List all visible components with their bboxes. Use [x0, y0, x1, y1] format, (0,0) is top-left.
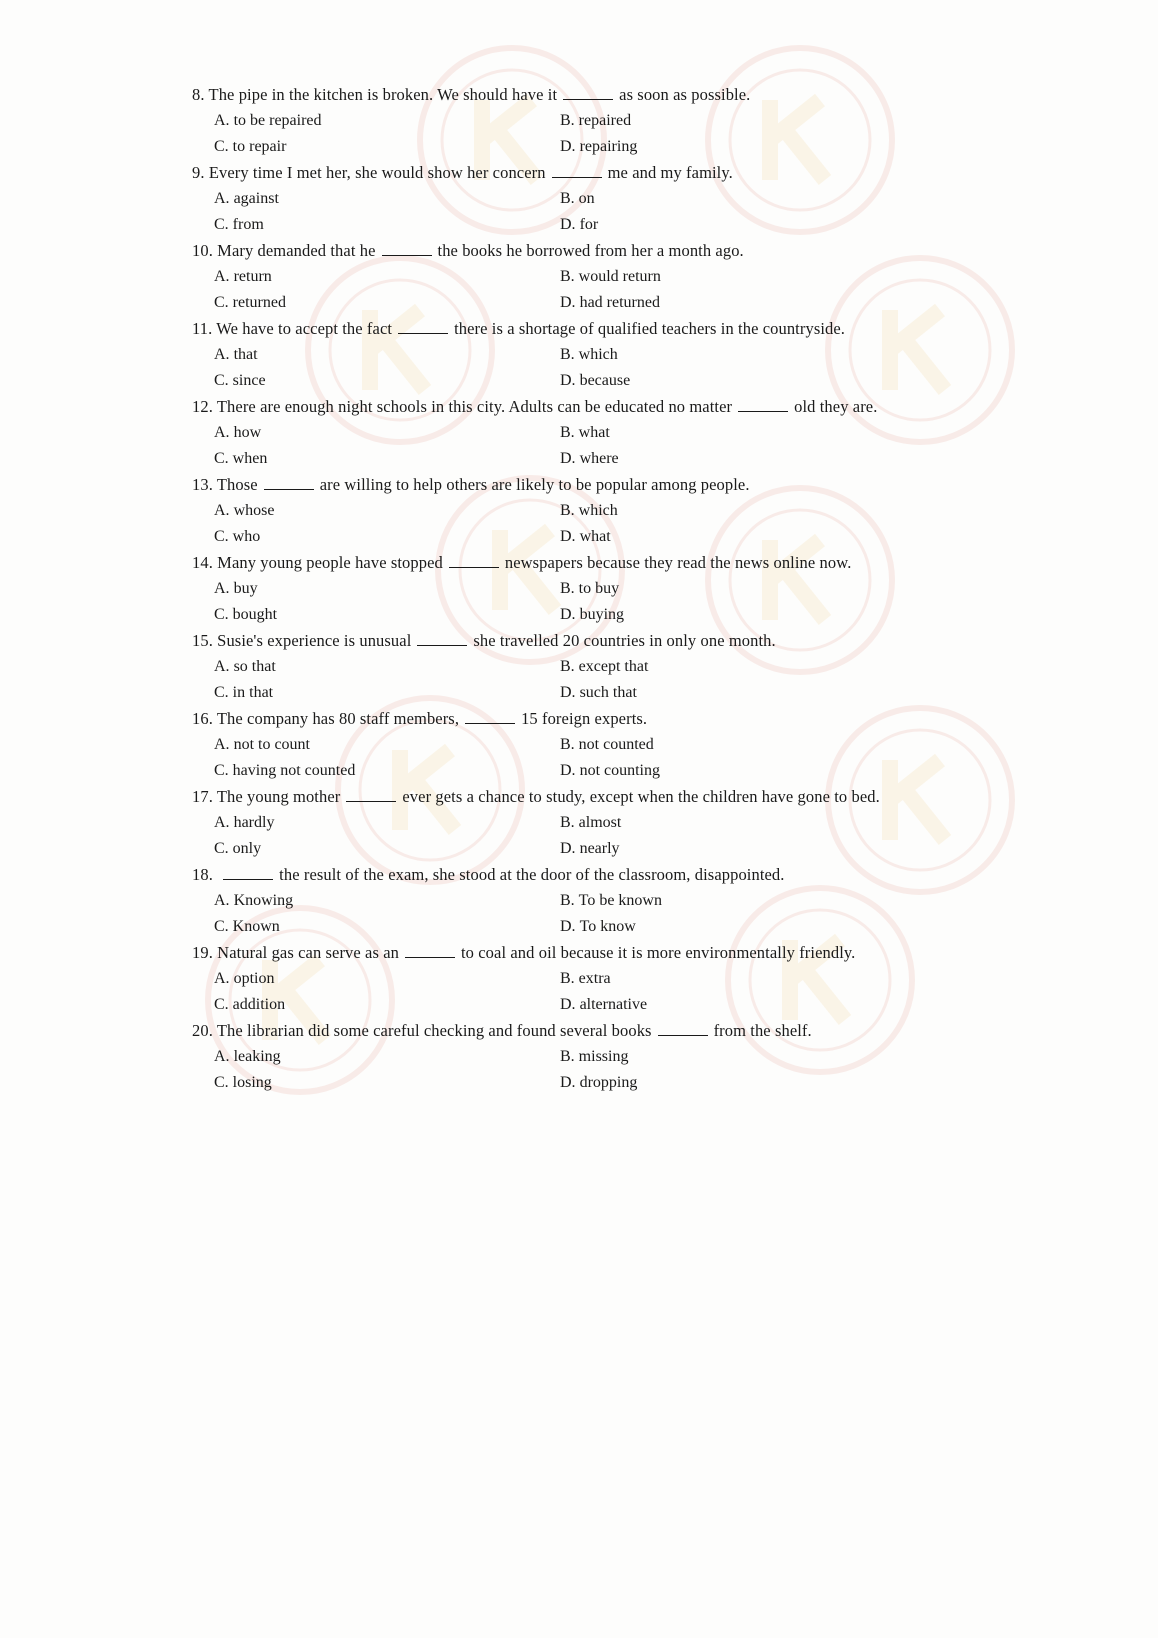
- answer-option[interactable]: [560, 134, 860, 160]
- question-text-after: the result of the exam, she stood at the door of the classroom, disappointed.: [279, 865, 785, 884]
- option-letter: C.: [214, 138, 229, 155]
- answer-option[interactable]: [214, 810, 560, 836]
- option-text: who: [232, 528, 261, 545]
- question-stem: [192, 82, 972, 108]
- question-number: 10.: [192, 241, 213, 260]
- question-item: [192, 862, 972, 940]
- option-letter: B.: [560, 814, 575, 831]
- option-letter: A.: [214, 1048, 230, 1065]
- option-grid: [214, 1044, 972, 1096]
- option-letter: B.: [560, 658, 575, 675]
- option-letter: A.: [214, 736, 230, 753]
- answer-option[interactable]: [214, 654, 560, 680]
- option-grid: [214, 342, 972, 394]
- option-text: to be repaired: [233, 112, 322, 129]
- question-text-before: Every time I met her, she would show her concern: [208, 163, 546, 182]
- question-item: [192, 940, 972, 1018]
- option-letter: A.: [214, 658, 230, 675]
- option-letter: B.: [560, 190, 575, 207]
- answer-option[interactable]: [214, 914, 560, 940]
- option-text: whose: [233, 502, 275, 519]
- option-text: leaking: [233, 1048, 281, 1065]
- option-letter: D.: [560, 294, 576, 311]
- answer-option[interactable]: [560, 264, 860, 290]
- question-text-before: Mary demanded that he: [217, 241, 376, 260]
- option-letter: D.: [560, 138, 576, 155]
- question-stem: [192, 784, 972, 810]
- question-number: 9.: [192, 163, 205, 182]
- answer-blank: [398, 319, 448, 334]
- option-letter: D.: [560, 918, 576, 935]
- question-number: 12.: [192, 397, 213, 416]
- option-text: almost: [578, 814, 622, 831]
- option-grid: [214, 186, 972, 238]
- question-item: [192, 706, 972, 784]
- question-text-after: are willing to help others are likely to be popular among people.: [319, 475, 750, 494]
- answer-option[interactable]: [560, 602, 860, 628]
- option-text: for: [579, 216, 599, 233]
- answer-blank: [417, 631, 467, 646]
- option-text: Knowing: [233, 892, 294, 909]
- question-stem: [192, 628, 972, 654]
- answer-blank: [465, 709, 515, 724]
- question-number: 8.: [192, 85, 205, 104]
- question-text-after: 15 foreign experts.: [521, 709, 648, 728]
- answer-option[interactable]: [214, 420, 560, 446]
- option-text: what: [578, 424, 610, 441]
- option-letter: C.: [214, 684, 229, 701]
- option-text: addition: [232, 996, 286, 1013]
- question-stem: [192, 316, 972, 342]
- answer-option[interactable]: [214, 966, 560, 992]
- option-grid: [214, 732, 972, 784]
- option-text: since: [232, 372, 266, 389]
- answer-option[interactable]: [560, 342, 860, 368]
- option-letter: D.: [560, 606, 576, 623]
- answer-blank: [658, 1021, 708, 1036]
- option-text: losing: [232, 1074, 272, 1091]
- option-letter: B.: [560, 502, 575, 519]
- option-letter: D.: [560, 1074, 576, 1091]
- option-letter: C.: [214, 996, 229, 1013]
- option-letter: A.: [214, 112, 230, 129]
- option-letter: B.: [560, 112, 575, 129]
- question-text-before: The young mother: [216, 787, 341, 806]
- option-text: repairing: [579, 138, 638, 155]
- option-text: hardly: [233, 814, 275, 831]
- answer-option[interactable]: [560, 576, 860, 602]
- answer-option[interactable]: [214, 212, 560, 238]
- question-item: [192, 82, 972, 160]
- answer-option[interactable]: [214, 498, 560, 524]
- question-number: 17.: [192, 787, 213, 806]
- answer-option[interactable]: [560, 992, 860, 1018]
- answer-option[interactable]: [214, 732, 560, 758]
- option-letter: C.: [214, 762, 229, 779]
- question-text-after: me and my family.: [607, 163, 733, 182]
- option-text: not counted: [578, 736, 654, 753]
- answer-option[interactable]: [214, 576, 560, 602]
- option-letter: D.: [560, 216, 576, 233]
- answer-option[interactable]: [214, 758, 560, 784]
- option-text: had returned: [579, 294, 660, 311]
- option-letter: C.: [214, 606, 229, 623]
- option-letter: C.: [214, 840, 229, 857]
- option-text: where: [579, 450, 619, 467]
- answer-option[interactable]: [560, 888, 860, 914]
- answer-option[interactable]: [560, 368, 860, 394]
- option-grid: [214, 966, 972, 1018]
- option-letter: B.: [560, 424, 575, 441]
- answer-option[interactable]: [560, 966, 860, 992]
- question-stem: [192, 160, 972, 186]
- option-letter: B.: [560, 580, 575, 597]
- answer-blank: [449, 553, 499, 568]
- question-item: [192, 550, 972, 628]
- option-letter: A.: [214, 814, 230, 831]
- option-text: having not counted: [232, 762, 356, 779]
- question-text-before: The pipe in the kitchen is broken. We should have it: [208, 85, 558, 104]
- option-letter: A.: [214, 190, 230, 207]
- answer-option[interactable]: [560, 498, 860, 524]
- option-text: repaired: [578, 112, 632, 129]
- option-grid: [214, 108, 972, 160]
- question-text-after: there is a shortage of qualified teachers in the countryside.: [454, 319, 846, 338]
- option-letter: C.: [214, 216, 229, 233]
- question-number: 13.: [192, 475, 213, 494]
- option-grid: [214, 810, 972, 862]
- answer-option[interactable]: [560, 836, 860, 862]
- option-grid: [214, 888, 972, 940]
- question-stem: [192, 394, 972, 420]
- option-grid: [214, 420, 972, 472]
- question-text-before: The company has 80 staff members,: [216, 709, 460, 728]
- option-letter: D.: [560, 450, 576, 467]
- option-grid: [214, 264, 972, 316]
- answer-option[interactable]: [214, 342, 560, 368]
- question-text-after: from the shelf.: [713, 1021, 812, 1040]
- option-text: To be known: [578, 892, 662, 909]
- option-text: which: [578, 346, 618, 363]
- option-text: when: [232, 450, 268, 467]
- option-text: to buy: [578, 580, 620, 597]
- answer-option[interactable]: [560, 524, 860, 550]
- question-item: [192, 784, 972, 862]
- question-text-before: Those: [216, 475, 258, 494]
- answer-option[interactable]: [214, 368, 560, 394]
- question-text-after: she travelled 20 countries in only one month.: [473, 631, 776, 650]
- option-letter: C.: [214, 372, 229, 389]
- option-letter: D.: [560, 684, 576, 701]
- answer-option[interactable]: [560, 732, 860, 758]
- option-letter: C.: [214, 294, 229, 311]
- answer-blank: [346, 787, 396, 802]
- answer-blank: [264, 475, 314, 490]
- answer-option[interactable]: [214, 1070, 560, 1096]
- option-letter: A.: [214, 580, 230, 597]
- option-text: missing: [578, 1048, 629, 1065]
- question-number: 19.: [192, 943, 213, 962]
- question-stem: [192, 550, 972, 576]
- question-text-after: newspapers because they read the news online now.: [504, 553, 852, 572]
- option-letter: A.: [214, 892, 230, 909]
- question-item: [192, 472, 972, 550]
- option-text: returned: [232, 294, 286, 311]
- option-letter: B.: [560, 346, 575, 363]
- question-stem: [192, 472, 972, 498]
- answer-blank: [738, 397, 788, 412]
- question-item: [192, 316, 972, 394]
- question-number: 11.: [192, 319, 213, 338]
- question-number: 15.: [192, 631, 213, 650]
- answer-option[interactable]: [214, 134, 560, 160]
- option-text: against: [233, 190, 279, 207]
- option-letter: C.: [214, 450, 229, 467]
- question-text-after: old they are.: [794, 397, 878, 416]
- answer-option[interactable]: [214, 524, 560, 550]
- option-letter: A.: [214, 268, 230, 285]
- answer-option[interactable]: [560, 186, 860, 212]
- question-text-before: The librarian did some careful checking and found several books: [216, 1021, 652, 1040]
- option-text: Known: [232, 918, 280, 935]
- option-text: from: [232, 216, 264, 233]
- option-text: return: [233, 268, 272, 285]
- answer-option[interactable]: [214, 290, 560, 316]
- question-text-after: to coal and oil because it is more environmentally friendly.: [461, 943, 856, 962]
- option-text: except that: [578, 658, 649, 675]
- answer-option[interactable]: [560, 914, 860, 940]
- question-item: [192, 628, 972, 706]
- option-text: so that: [233, 658, 276, 675]
- option-text: because: [579, 372, 631, 389]
- answer-option[interactable]: [214, 680, 560, 706]
- question-list: [192, 82, 972, 1096]
- option-text: alternative: [579, 996, 648, 1013]
- answer-option[interactable]: [560, 680, 860, 706]
- answer-option[interactable]: [560, 810, 860, 836]
- option-text: dropping: [579, 1074, 638, 1091]
- question-number: 18.: [192, 865, 213, 884]
- option-letter: A.: [214, 424, 230, 441]
- answer-option[interactable]: [214, 992, 560, 1018]
- option-letter: B.: [560, 1048, 575, 1065]
- question-stem: [192, 238, 972, 264]
- option-text: how: [233, 424, 262, 441]
- option-text: in that: [232, 684, 274, 701]
- option-letter: D.: [560, 372, 576, 389]
- option-text: nearly: [579, 840, 620, 857]
- answer-option[interactable]: [214, 264, 560, 290]
- question-stem: [192, 1018, 972, 1044]
- answer-option[interactable]: [560, 420, 860, 446]
- question-text-after: ever gets a chance to study, except when the children have gone to bed.: [402, 787, 880, 806]
- option-letter: A.: [214, 502, 230, 519]
- option-text: what: [579, 528, 611, 545]
- answer-option[interactable]: [560, 290, 860, 316]
- option-letter: C.: [214, 1074, 229, 1091]
- question-item: [192, 1018, 972, 1096]
- option-letter: A.: [214, 346, 230, 363]
- option-text: on: [578, 190, 595, 207]
- question-item: [192, 238, 972, 316]
- option-letter: A.: [214, 970, 230, 987]
- question-item: [192, 394, 972, 472]
- answer-option[interactable]: [560, 758, 860, 784]
- option-text: option: [233, 970, 275, 987]
- answer-option[interactable]: [214, 108, 560, 134]
- answer-blank: [552, 163, 602, 178]
- option-text: extra: [578, 970, 611, 987]
- option-text: which: [578, 502, 618, 519]
- answer-option[interactable]: [560, 1070, 860, 1096]
- option-text: that: [233, 346, 258, 363]
- answer-option[interactable]: [214, 186, 560, 212]
- option-grid: [214, 498, 972, 550]
- option-text: buying: [579, 606, 625, 623]
- option-grid: [214, 654, 972, 706]
- question-number: 16.: [192, 709, 213, 728]
- answer-option[interactable]: [560, 108, 860, 134]
- question-stem: [192, 862, 972, 888]
- question-text-before: Susie's experience is unusual: [217, 631, 412, 650]
- question-text-after: the books he borrowed from her a month ago.: [437, 241, 744, 260]
- option-letter: B.: [560, 892, 575, 909]
- option-grid: [214, 576, 972, 628]
- answer-option[interactable]: [560, 446, 860, 472]
- answer-option[interactable]: [560, 654, 860, 680]
- option-text: to repair: [232, 138, 287, 155]
- option-text: bought: [232, 606, 278, 623]
- answer-blank: [563, 85, 613, 100]
- option-text: To know: [579, 918, 636, 935]
- option-letter: C.: [214, 918, 229, 935]
- answer-option[interactable]: [560, 1044, 860, 1070]
- answer-option[interactable]: [214, 888, 560, 914]
- answer-option[interactable]: [560, 212, 860, 238]
- option-letter: D.: [560, 996, 576, 1013]
- answer-blank: [405, 943, 455, 958]
- question-text-before: Many young people have stopped: [217, 553, 443, 572]
- answer-option[interactable]: [214, 602, 560, 628]
- question-text-before: We have to accept the fact: [216, 319, 393, 338]
- answer-option[interactable]: [214, 836, 560, 862]
- option-letter: C.: [214, 528, 229, 545]
- question-item: [192, 160, 972, 238]
- option-letter: D.: [560, 840, 576, 857]
- answer-blank: [223, 865, 273, 880]
- question-number: 14.: [192, 553, 213, 572]
- question-stem: [192, 940, 972, 966]
- option-text: would return: [578, 268, 661, 285]
- question-text-after: as soon as possible.: [619, 85, 751, 104]
- option-text: not counting: [579, 762, 660, 779]
- option-letter: B.: [560, 268, 575, 285]
- question-number: 20.: [192, 1021, 213, 1040]
- question-text-before: Natural gas can serve as an: [217, 943, 399, 962]
- option-letter: B.: [560, 970, 575, 987]
- option-text: such that: [579, 684, 637, 701]
- option-letter: D.: [560, 528, 576, 545]
- answer-option[interactable]: [214, 1044, 560, 1070]
- answer-option[interactable]: [214, 446, 560, 472]
- question-text-before: There are enough night schools in this city. Adults can be educated no matter: [216, 397, 733, 416]
- option-letter: D.: [560, 762, 576, 779]
- question-stem: [192, 706, 972, 732]
- option-text: only: [232, 840, 262, 857]
- option-text: buy: [233, 580, 258, 597]
- option-text: not to count: [233, 736, 310, 753]
- answer-blank: [382, 241, 432, 256]
- option-letter: B.: [560, 736, 575, 753]
